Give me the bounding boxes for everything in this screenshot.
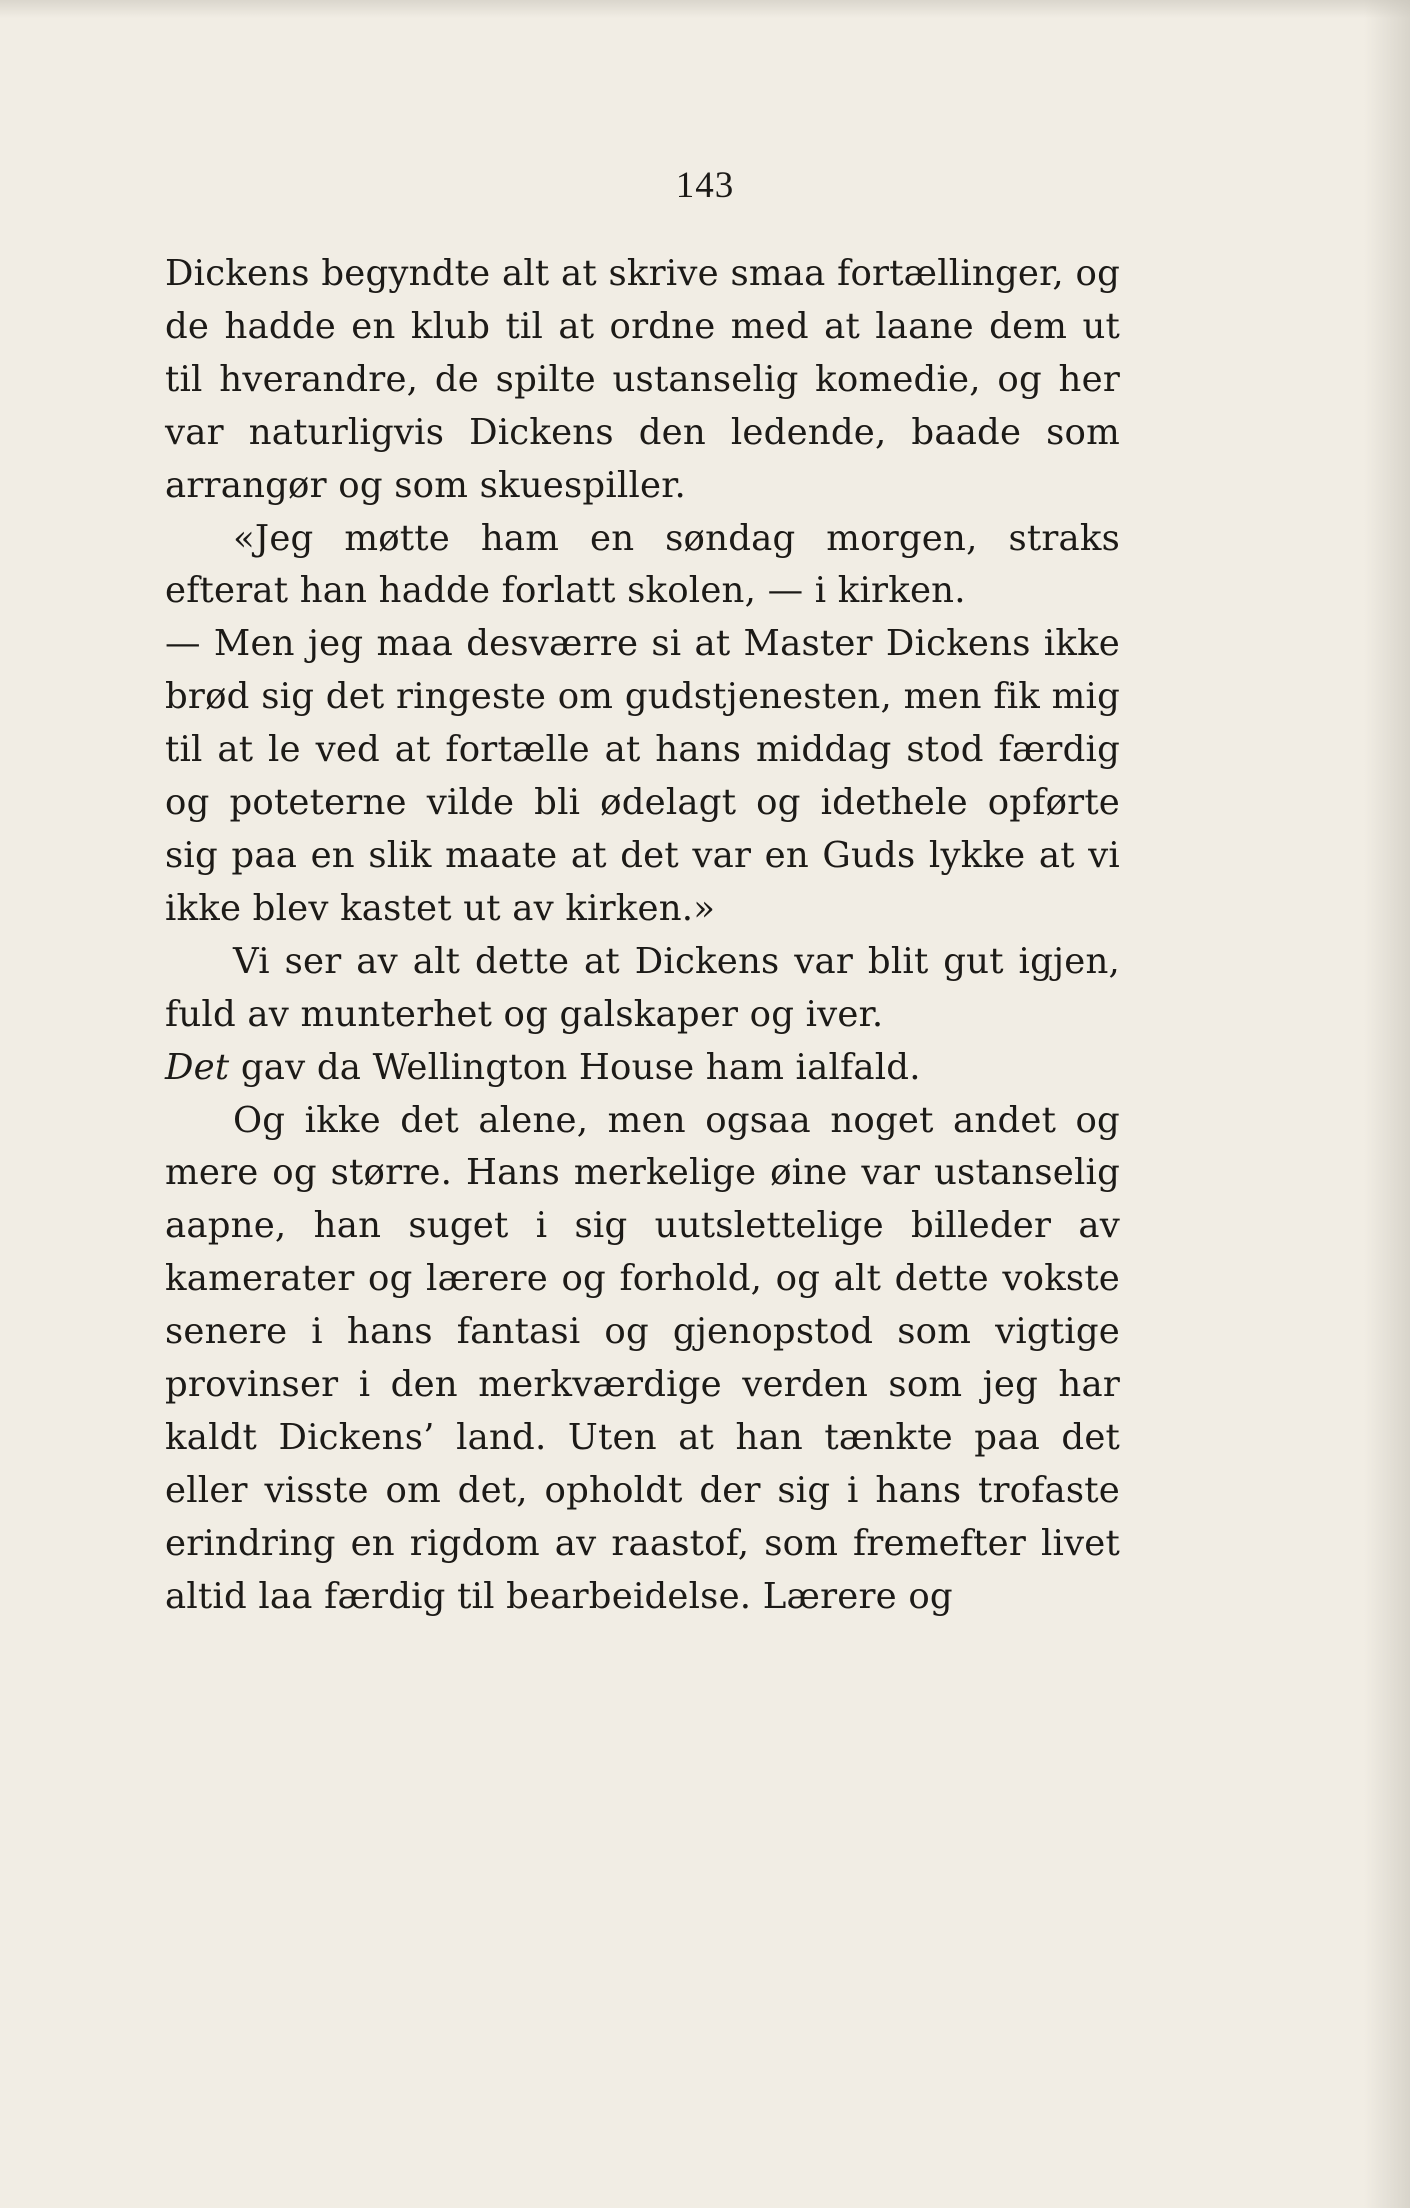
paragraph-2: «Jeg møtte ham en søndag morgen, straks efterat han hadde forlatt skolen, — i kirken. — [165, 517, 1120, 612]
paragraph-5: Og ikke det alene, men ogsaa noget andet og mere og større. Hans merkelige øine var ustanselig aapne, han suget i sig uutslettelige billeder av kamerater og lærere og forhold, og alt dette vokste senere i hans fantasi og gjenopstod som vigtige provinser i den merkværdige verden som jeg har kaldt Dickens’ land. Uten at han tænkte paa det eller visste om det, opholdt der sig i hans trofaste erindring en rigdom av raastof, som fremefter livet altid laa færdig til bearbeidelse. Lærere og — [165, 1099, 1120, 1617]
paragraph-4 — [165, 936, 1120, 1095]
page-top-shadow — [0, 0, 1410, 18]
paragraph-4-emphasis: Det — [165, 1046, 230, 1088]
page-right-shadow — [1364, 0, 1410, 2208]
page-number: 143 — [675, 165, 735, 206]
paragraph-3: — Men jeg maa desværre si at Master Dickens ikke brød sig det ringeste om gudstjenesten, men fik mig til at le ved at fortælle at hans middag stod færdig og poteterne vilde bli ødelagt og idethele opførte sig paa en slik maate at det var en Guds lykke at vi ikke blev kastet ut av kirken.» — [165, 623, 1120, 929]
paragraph-1: Dickens begyndte alt at skrive smaa fortællinger, og de hadde en klub til at ordne med at laane dem ut til hverandre, de spilte ustanselig komedie, og her var naturligvis Dickens den ledende, baade som arrangør og som skuespiller. — [165, 253, 1120, 506]
paragraph-4-tail: gav da Wellington House ham ialfald. — [229, 1046, 921, 1088]
body-text — [165, 248, 1120, 1624]
paragraph-4-main: Vi ser av alt dette at Dickens var blit gut igjen, fuld av munterhet og galskaper og iver. — [165, 940, 1120, 1035]
